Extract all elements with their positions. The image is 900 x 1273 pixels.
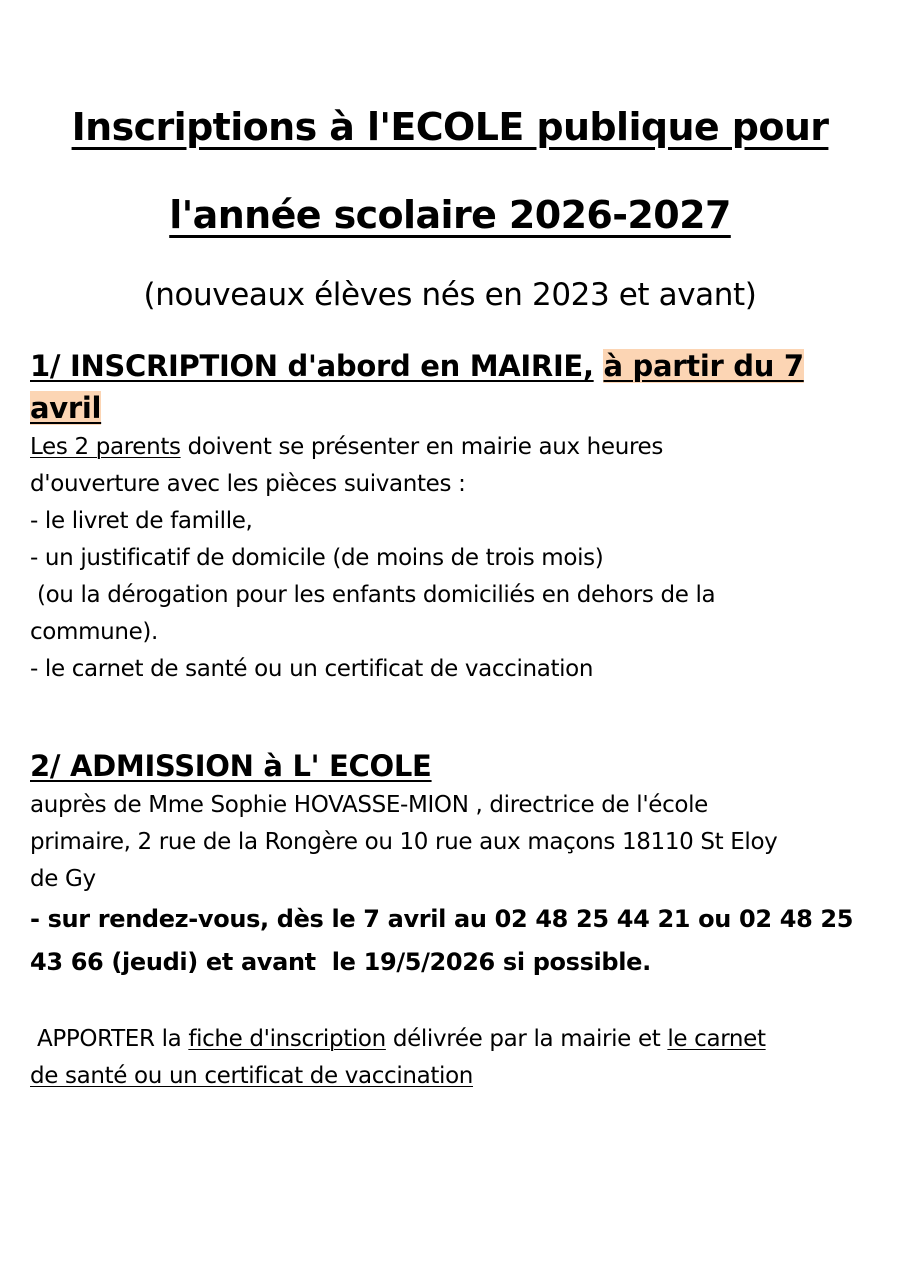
- section-1-heading: [30, 345, 878, 429]
- appointment-line: - sur rendez-vous, dès le 7 avril au 02 48 25 44 21 ou 02 48 25: [30, 905, 854, 933]
- bring-documents-text: [30, 1021, 860, 1095]
- document-item: (ou la dérogation pour les enfants domiciliés en dehors de la: [30, 582, 716, 608]
- bring-prefix: APPORTER la: [30, 1026, 189, 1052]
- appointment-line: 43 66 (jeudi) et avant le 19/5/2026 si possible.: [30, 948, 651, 976]
- section-1-date-highlight-continued: avril: [30, 391, 102, 425]
- bring-documents-note: [30, 1021, 860, 1095]
- director-address: [30, 787, 878, 898]
- address-line: auprès de Mme Sophie HOVASSE-MION , directrice de l'école: [30, 792, 708, 818]
- health-record-text: le carnet: [667, 1026, 766, 1052]
- section-1-heading-prefix: 1/ INSCRIPTION d'abord en MAIRIE,: [30, 349, 594, 383]
- document-item: commune).: [30, 619, 158, 645]
- appointment-info: [30, 898, 878, 984]
- section-school-admission: [30, 745, 878, 984]
- section-1-intro: [30, 429, 878, 688]
- title-line-2-text: l'année scolaire 2026-2027: [169, 193, 731, 237]
- section-registration-mairie: [30, 345, 878, 688]
- document-item: - le carnet de santé ou un certificat de vaccination: [30, 656, 594, 682]
- intro-line-2: d'ouverture avec les pièces suivantes :: [30, 471, 466, 497]
- address-line: primaire, 2 rue de la Rongère ou 10 rue aux maçons 18110 St Eloy: [30, 829, 778, 855]
- section-1-date-highlight: à partir du 7: [603, 349, 804, 383]
- title-line-1: [0, 105, 900, 149]
- health-record-text-continued: de santé ou un certificat de vaccination: [30, 1063, 474, 1089]
- title-line-2: [0, 193, 900, 237]
- document-item: - un justificatif de domicile (de moins de trois mois): [30, 545, 604, 571]
- bring-middle: délivrée par la mairie et: [385, 1026, 668, 1052]
- title-line-1-text: Inscriptions à l'ECOLE publique pour: [71, 105, 829, 149]
- address-line: de Gy: [30, 866, 96, 892]
- registration-form-text: fiche d'inscription: [188, 1026, 386, 1052]
- both-parents-text: Les 2 parents: [30, 434, 181, 460]
- document-item: - le livret de famille,: [30, 508, 253, 534]
- subtitle: (nouveaux élèves nés en 2023 et avant): [143, 277, 757, 313]
- section-2-heading-text: 2/ ADMISSION à L' ECOLE: [30, 749, 432, 783]
- section-2-heading: [30, 745, 878, 787]
- intro-rest-text: doivent se présenter en mairie aux heures: [180, 434, 663, 460]
